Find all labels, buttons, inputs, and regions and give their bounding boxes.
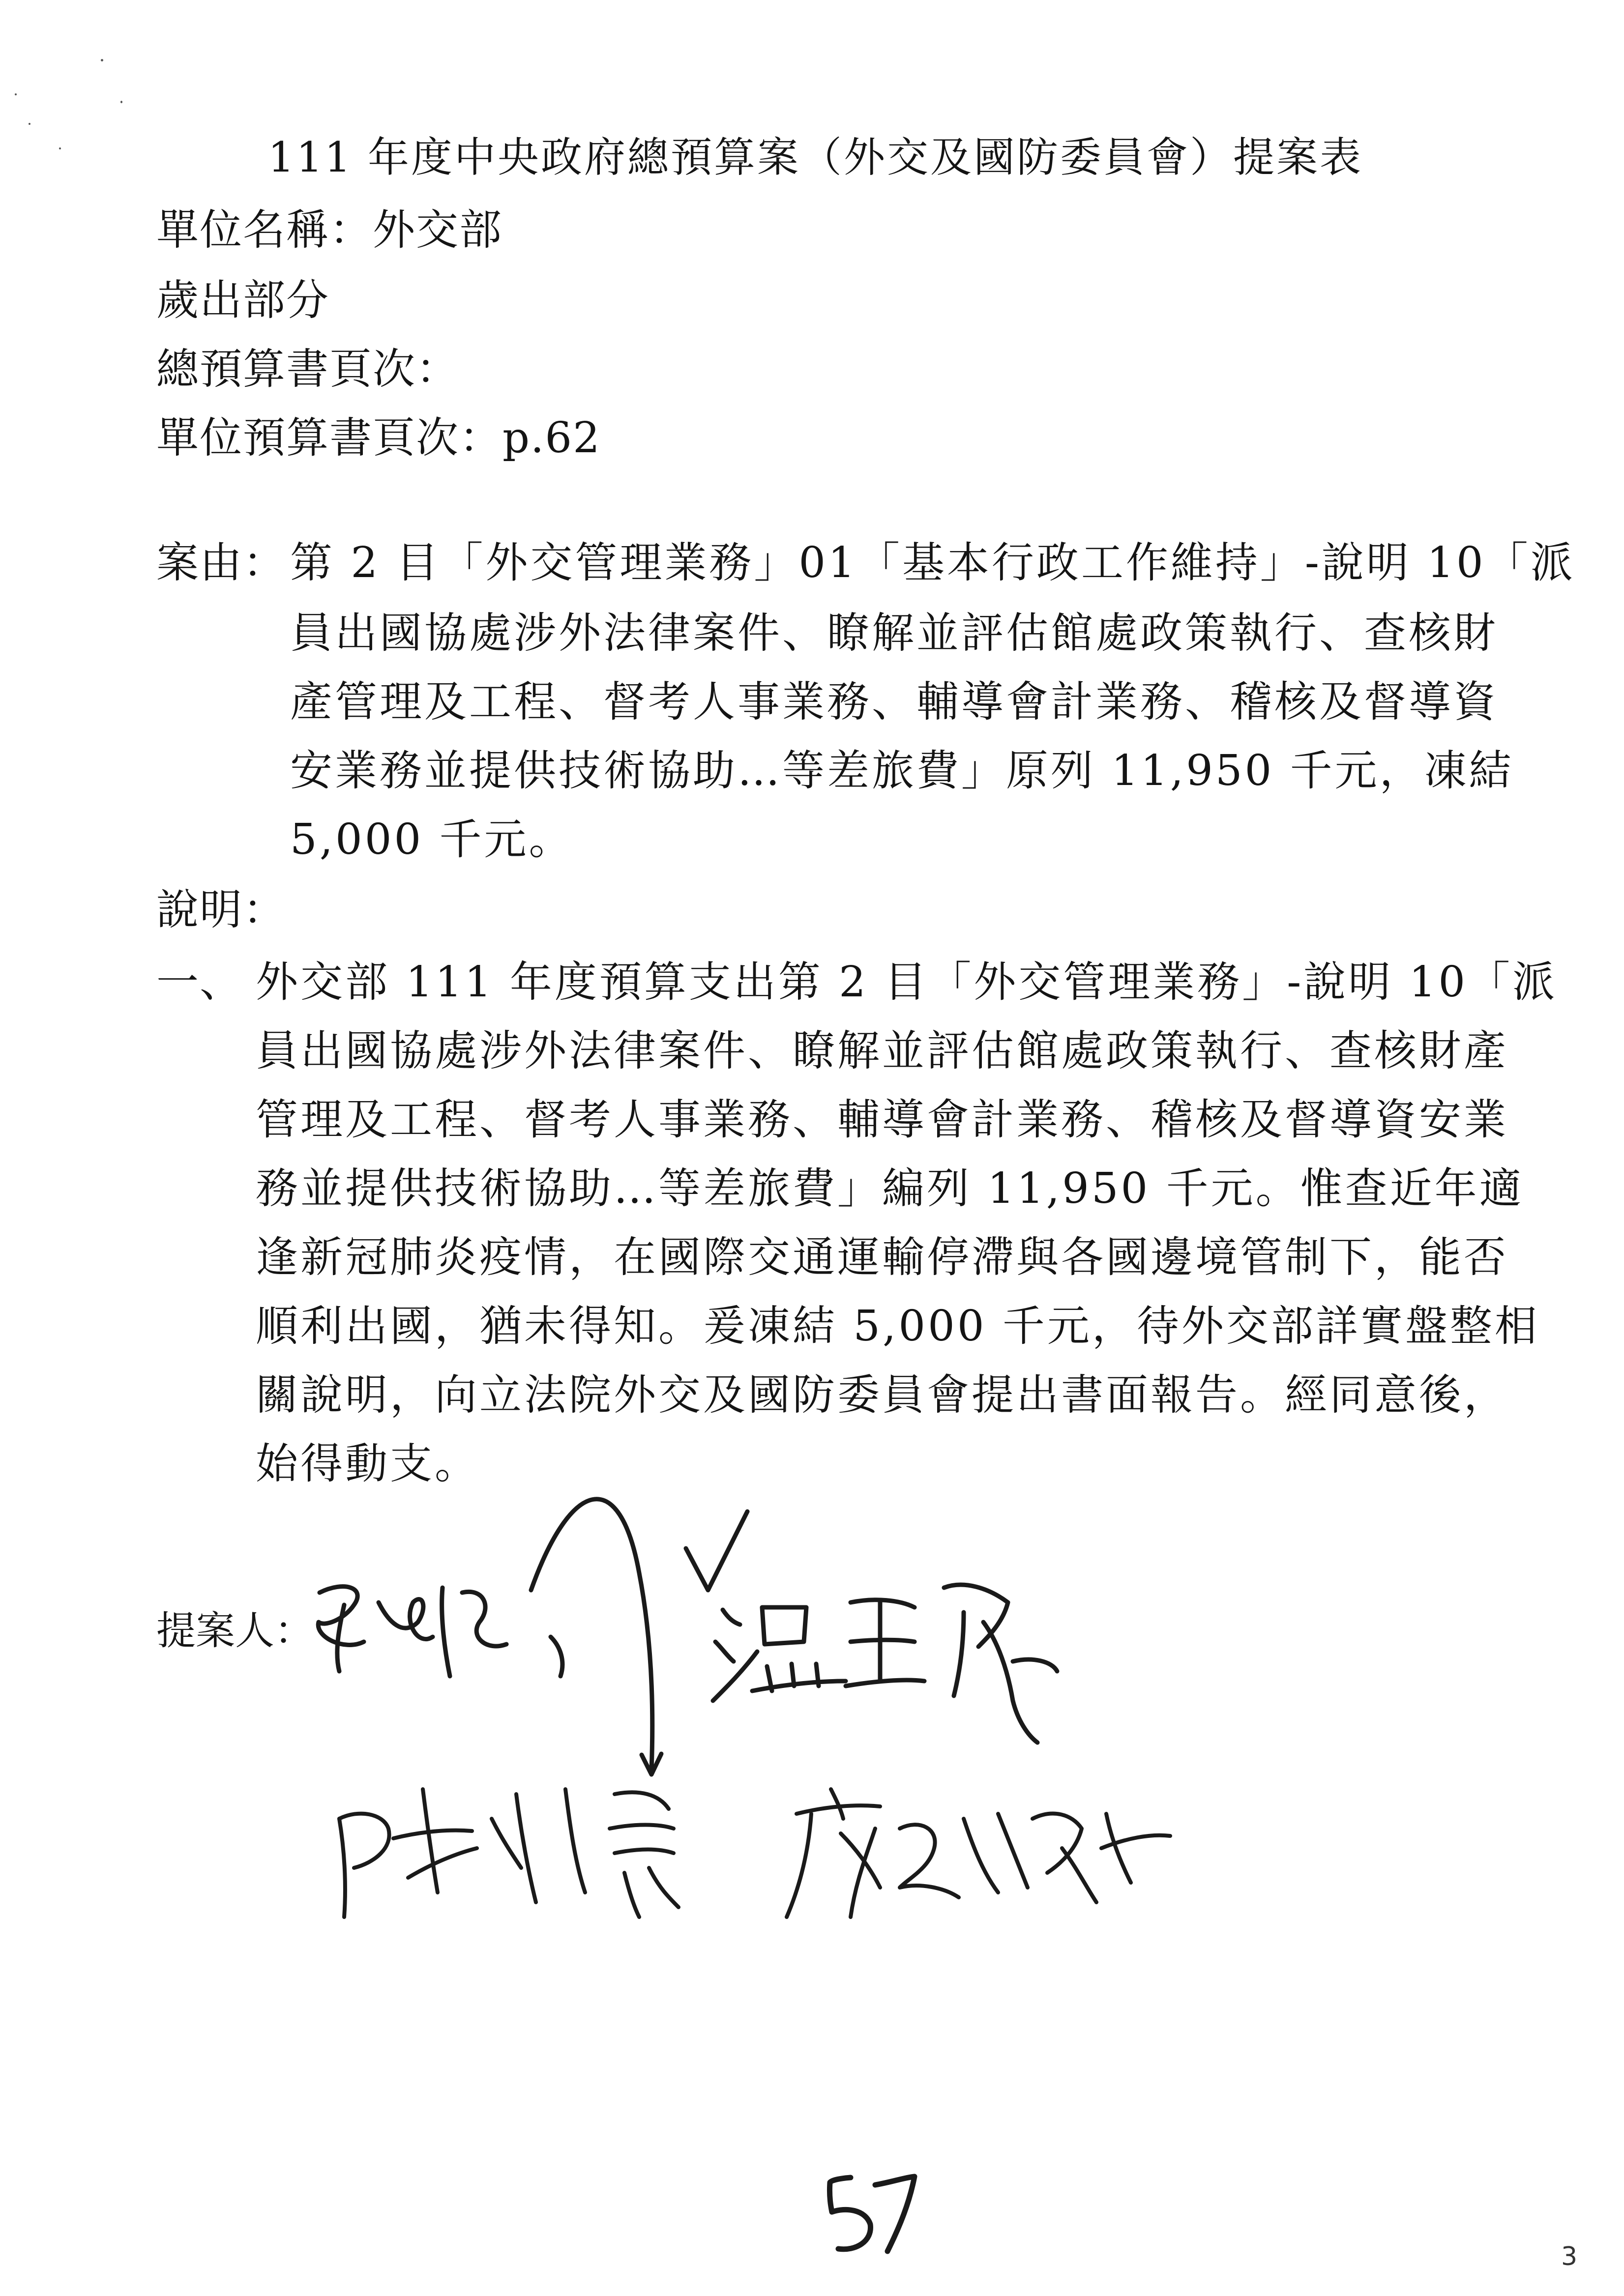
signature-4 xyxy=(787,1789,1170,1917)
case-line: 員出國協處涉外法律案件、瞭解並評估館處政策執行、查核財 xyxy=(290,609,1498,658)
explanation-item-marker: 一、 xyxy=(156,958,243,1007)
case-line: 5,000 千元。 xyxy=(290,815,574,864)
explanation-label: 說明： xyxy=(156,885,286,934)
proposer-label: 提案人： xyxy=(156,1608,314,1654)
unit-name: 單位名稱：外交部 xyxy=(156,205,502,255)
general-budget-pages: 總預算書頁次： xyxy=(156,345,459,394)
page-title: 111 年度中央政府總預算案（外交及國防委員會）提案表 xyxy=(268,133,1363,181)
case-line: 第 2 目「外交管理業務」01「基本行政工作維持」-說明 10「派 xyxy=(290,538,1575,587)
unit-budget-pages: 單位預算書頁次：p.62 xyxy=(156,413,601,463)
corner-page-mark: 3 xyxy=(1561,2242,1578,2271)
section-name: 歲出部分 xyxy=(156,276,329,325)
explanation-line: 始得動支。 xyxy=(256,1439,479,1488)
case-line: 產管理及工程、督考人事業務、輔導會計業務、稽核及督導資 xyxy=(290,677,1498,727)
explanation-line: 員出國協處涉外法律案件、瞭解並評估館處政策執行、查核財產 xyxy=(256,1026,1508,1075)
signature-3 xyxy=(339,1789,679,1917)
explanation-line: 務並提供技術協助…等差旅費」編列 11,950 千元。惟查近年適 xyxy=(256,1164,1524,1213)
explanation-line: 外交部 111 年度預算支出第 2 目「外交管理業務」-說明 10「派 xyxy=(256,958,1558,1007)
handwritten-page-number xyxy=(829,2177,915,2251)
explanation-line: 關說明，向立法院外交及國防委員會提出書面報告。經同意後， xyxy=(256,1370,1508,1420)
explanation-line: 順利出國，猶未得知。爰凍結 5,000 千元，待外交部詳實盤整相 xyxy=(256,1302,1539,1351)
signature-2 xyxy=(686,1511,1057,1743)
explanation-line: 管理及工程、督考人事業務、輔導會計業務、稽核及督導資安業 xyxy=(256,1095,1508,1144)
case-line: 安業務並提供技術協助…等差旅費」原列 11,950 千元，凍結 xyxy=(290,746,1514,795)
explanation-line: 逢新冠肺炎疫情，在國際交通運輸停滯與各國邊境管制下，能否 xyxy=(256,1233,1508,1282)
case-label: 案由： xyxy=(156,538,286,587)
signature-1 xyxy=(318,1499,661,1774)
